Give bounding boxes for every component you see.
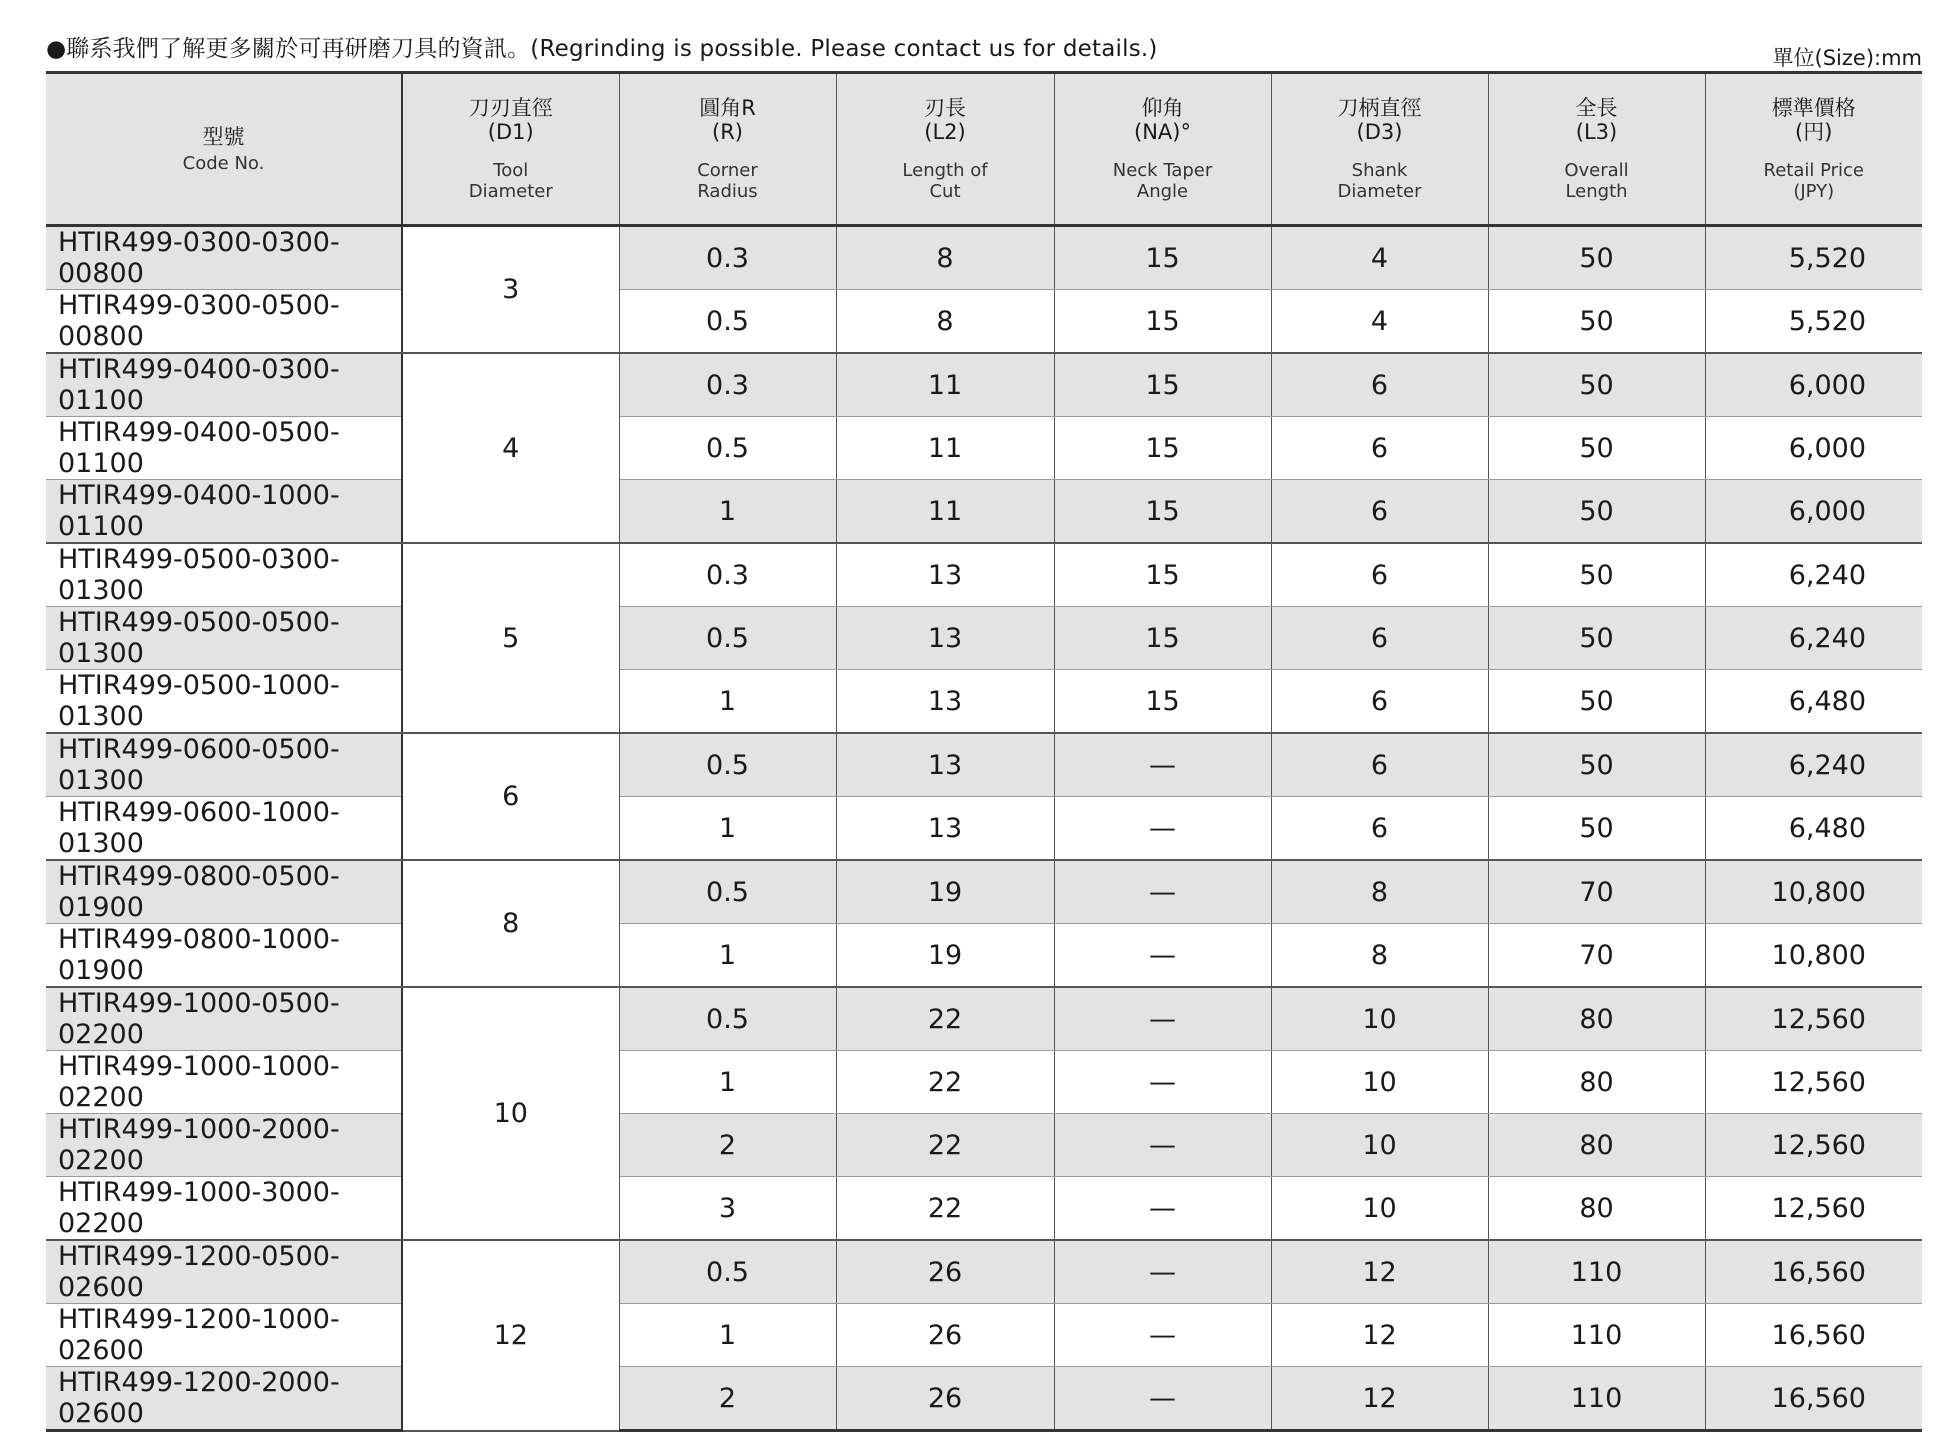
- table-row: [46, 607, 1922, 670]
- length-of-cut-cell: 22: [836, 1051, 1054, 1114]
- code-no-cell: HTIR499-1000-1000-02200: [46, 1051, 402, 1114]
- code-no-cell: HTIR499-0400-0500-01100: [46, 417, 402, 480]
- header-d3-symbol: (D3): [1356, 120, 1403, 144]
- retail-price-cell: 6,240: [1705, 733, 1922, 797]
- header-na-symbol: (NA)°: [1134, 120, 1191, 144]
- shank-diameter-cell: 6: [1271, 543, 1488, 607]
- header-d3-en1: Shank: [1351, 160, 1408, 181]
- header-d1-en2: Diameter: [468, 181, 553, 202]
- overall-length-cell: 50: [1488, 543, 1705, 607]
- overall-length-cell: 50: [1488, 607, 1705, 670]
- header-code-zh: 型號: [202, 124, 245, 149]
- neck-taper-angle-cell: —: [1054, 797, 1271, 861]
- shank-diameter-cell: 10: [1271, 1051, 1488, 1114]
- corner-radius-cell: 0.5: [619, 733, 836, 797]
- corner-radius-cell: 0.3: [619, 543, 836, 607]
- code-no-cell: HTIR499-0800-0500-01900: [46, 860, 402, 924]
- code-no-cell: HTIR499-1000-3000-02200: [46, 1177, 402, 1241]
- shank-diameter-cell: 8: [1271, 924, 1488, 988]
- code-no-cell: HTIR499-0400-1000-01100: [46, 480, 402, 544]
- length-of-cut-cell: 8: [836, 290, 1054, 354]
- shank-diameter-cell: 6: [1271, 353, 1488, 417]
- retail-price-cell: 6,240: [1705, 543, 1922, 607]
- code-no-cell: HTIR499-0300-0300-00800: [46, 226, 402, 290]
- code-no-cell: HTIR499-0600-1000-01300: [46, 797, 402, 861]
- corner-radius-cell: 0.5: [619, 987, 836, 1051]
- corner-radius-cell: 1: [619, 797, 836, 861]
- overall-length-cell: 80: [1488, 1114, 1705, 1177]
- table-row: [46, 797, 1922, 861]
- table-row: [46, 353, 1922, 417]
- table-row: [46, 733, 1922, 797]
- tool-diameter-cell: 5: [402, 543, 619, 733]
- header-l2-en1: Length of: [902, 160, 988, 181]
- length-of-cut-cell: 11: [836, 417, 1054, 480]
- overall-length-cell: 80: [1488, 1051, 1705, 1114]
- header-price-en1: Retail Price: [1763, 160, 1864, 181]
- header-r-en1: Corner: [697, 160, 758, 181]
- shank-diameter-cell: 4: [1271, 226, 1488, 290]
- table-row: [46, 1051, 1922, 1114]
- length-of-cut-cell: 22: [836, 1114, 1054, 1177]
- unit-label: 單位(Size):mm: [1772, 46, 1922, 70]
- header-d3-zh: 刀柄直徑: [1337, 96, 1422, 120]
- table-row: [46, 1177, 1922, 1241]
- overall-length-cell: 50: [1488, 417, 1705, 480]
- table-row: [46, 924, 1922, 988]
- header-code-en: Code No.: [182, 152, 265, 174]
- header-d1-en1: Tool: [493, 160, 529, 181]
- corner-radius-cell: 0.5: [619, 290, 836, 354]
- overall-length-cell: 50: [1488, 670, 1705, 734]
- header-l3-en1: Overall: [1564, 160, 1629, 181]
- neck-taper-angle-cell: —: [1054, 860, 1271, 924]
- retail-price-cell: 16,560: [1705, 1240, 1922, 1304]
- header-corner-radius: [619, 73, 836, 226]
- header-price-en2: (JPY): [1793, 181, 1835, 202]
- length-of-cut-cell: 13: [836, 543, 1054, 607]
- header-l2-symbol: (L2): [924, 120, 966, 144]
- neck-taper-angle-cell: —: [1054, 1114, 1271, 1177]
- shank-diameter-cell: 10: [1271, 1114, 1488, 1177]
- overall-length-cell: 50: [1488, 480, 1705, 544]
- tool-diameter-cell: 6: [402, 733, 619, 860]
- code-no-cell: HTIR499-0500-0500-01300: [46, 607, 402, 670]
- product-spec-table: [46, 71, 1922, 1432]
- overall-length-cell: 50: [1488, 290, 1705, 354]
- tool-diameter-cell: 8: [402, 860, 619, 987]
- header-shank-diameter: [1271, 73, 1488, 226]
- length-of-cut-cell: 22: [836, 987, 1054, 1051]
- shank-diameter-cell: 12: [1271, 1304, 1488, 1367]
- shank-diameter-cell: 12: [1271, 1367, 1488, 1431]
- overall-length-cell: 110: [1488, 1367, 1705, 1431]
- code-no-cell: HTIR499-0800-1000-01900: [46, 924, 402, 988]
- neck-taper-angle-cell: —: [1054, 1304, 1271, 1367]
- header-r-symbol: (R): [712, 120, 743, 144]
- shank-diameter-cell: 6: [1271, 607, 1488, 670]
- overall-length-cell: 50: [1488, 353, 1705, 417]
- shank-diameter-cell: 6: [1271, 480, 1488, 544]
- table-row: [46, 1367, 1922, 1431]
- header-code-no: [46, 73, 402, 226]
- tool-diameter-cell: 4: [402, 353, 619, 543]
- overall-length-cell: 50: [1488, 733, 1705, 797]
- header-retail-price: [1705, 73, 1922, 226]
- shank-diameter-cell: 10: [1271, 987, 1488, 1051]
- overall-length-cell: 110: [1488, 1240, 1705, 1304]
- retail-price-cell: 12,560: [1705, 1114, 1922, 1177]
- table-row: [46, 987, 1922, 1051]
- header-l2-en2: Cut: [929, 181, 961, 202]
- header-price-symbol: (円): [1795, 120, 1833, 144]
- neck-taper-angle-cell: —: [1054, 1240, 1271, 1304]
- header-na-zh: 仰角: [1141, 96, 1184, 120]
- shank-diameter-cell: 6: [1271, 733, 1488, 797]
- code-no-cell: HTIR499-0500-0300-01300: [46, 543, 402, 607]
- header-r-zh: 圓角R: [699, 96, 756, 120]
- shank-diameter-cell: 12: [1271, 1240, 1488, 1304]
- code-no-cell: HTIR499-1200-0500-02600: [46, 1240, 402, 1304]
- neck-taper-angle-cell: 15: [1054, 670, 1271, 734]
- length-of-cut-cell: 26: [836, 1240, 1054, 1304]
- table-header: [46, 73, 1922, 226]
- retail-price-cell: 5,520: [1705, 226, 1922, 290]
- neck-taper-angle-cell: —: [1054, 1177, 1271, 1241]
- retail-price-cell: 6,240: [1705, 607, 1922, 670]
- shank-diameter-cell: 6: [1271, 417, 1488, 480]
- corner-radius-cell: 1: [619, 670, 836, 734]
- code-no-cell: HTIR499-0500-1000-01300: [46, 670, 402, 734]
- length-of-cut-cell: 11: [836, 353, 1054, 417]
- table-body: [46, 226, 1922, 1431]
- shank-diameter-cell: 4: [1271, 290, 1488, 354]
- neck-taper-angle-cell: —: [1054, 1367, 1271, 1431]
- overall-length-cell: 50: [1488, 226, 1705, 290]
- header-d1-zh: 刀刃直徑: [468, 96, 553, 120]
- neck-taper-angle-cell: 15: [1054, 290, 1271, 354]
- overall-length-cell: 70: [1488, 860, 1705, 924]
- header-l3-symbol: (L3): [1575, 120, 1618, 144]
- length-of-cut-cell: 26: [836, 1367, 1054, 1431]
- neck-taper-angle-cell: 15: [1054, 607, 1271, 670]
- corner-radius-cell: 1: [619, 924, 836, 988]
- header-price-zh: 標準價格: [1771, 96, 1856, 120]
- neck-taper-angle-cell: 15: [1054, 353, 1271, 417]
- code-no-cell: HTIR499-1200-1000-02600: [46, 1304, 402, 1367]
- code-no-cell: HTIR499-1000-2000-02200: [46, 1114, 402, 1177]
- neck-taper-angle-cell: 15: [1054, 480, 1271, 544]
- length-of-cut-cell: 8: [836, 226, 1054, 290]
- overall-length-cell: 110: [1488, 1304, 1705, 1367]
- length-of-cut-cell: 13: [836, 733, 1054, 797]
- corner-radius-cell: 0.5: [619, 1240, 836, 1304]
- header-d1-symbol: (D1): [487, 120, 534, 144]
- length-of-cut-cell: 19: [836, 924, 1054, 988]
- retail-price-cell: 10,800: [1705, 860, 1922, 924]
- table-row: [46, 417, 1922, 480]
- neck-taper-angle-cell: 15: [1054, 543, 1271, 607]
- retail-price-cell: 12,560: [1705, 1177, 1922, 1241]
- code-no-cell: HTIR499-1200-2000-02600: [46, 1367, 402, 1431]
- code-no-cell: HTIR499-0400-0300-01100: [46, 353, 402, 417]
- shank-diameter-cell: 10: [1271, 1177, 1488, 1241]
- table-row: [46, 1114, 1922, 1177]
- length-of-cut-cell: 11: [836, 480, 1054, 544]
- tool-diameter-cell: 10: [402, 987, 619, 1240]
- neck-taper-angle-cell: 15: [1054, 226, 1271, 290]
- header-tool-diameter: [402, 73, 619, 226]
- table-row: [46, 670, 1922, 734]
- header-na-en2: Angle: [1136, 181, 1189, 202]
- table-row: [46, 480, 1922, 544]
- corner-radius-cell: 1: [619, 1304, 836, 1367]
- retail-price-cell: 6,480: [1705, 797, 1922, 861]
- retail-price-cell: 12,560: [1705, 1051, 1922, 1114]
- corner-radius-cell: 0.5: [619, 417, 836, 480]
- table-row: [46, 1240, 1922, 1304]
- shank-diameter-cell: 6: [1271, 797, 1488, 861]
- corner-radius-cell: 0.5: [619, 607, 836, 670]
- header-na-en1: Neck Taper: [1112, 160, 1213, 181]
- corner-radius-cell: 0.5: [619, 860, 836, 924]
- length-of-cut-cell: 19: [836, 860, 1054, 924]
- length-of-cut-cell: 22: [836, 1177, 1054, 1241]
- neck-taper-angle-cell: —: [1054, 987, 1271, 1051]
- code-no-cell: HTIR499-0600-0500-01300: [46, 733, 402, 797]
- neck-taper-angle-cell: —: [1054, 733, 1271, 797]
- regrinding-note: ●聯系我們了解更多關於可再研磨刀具的資訊。(Regrinding is possible. Please contact us for details.): [46, 36, 1158, 62]
- table-row: [46, 543, 1922, 607]
- table-row: [46, 226, 1922, 290]
- retail-price-cell: 5,520: [1705, 290, 1922, 354]
- overall-length-cell: 70: [1488, 924, 1705, 988]
- length-of-cut-cell: 13: [836, 670, 1054, 734]
- tool-diameter-cell: 12: [402, 1240, 619, 1431]
- corner-radius-cell: 0.3: [619, 226, 836, 290]
- table-row: [46, 290, 1922, 354]
- header-l2-zh: 刃長: [924, 96, 966, 120]
- overall-length-cell: 80: [1488, 987, 1705, 1051]
- header-r-en2: Radius: [697, 181, 758, 202]
- neck-taper-angle-cell: —: [1054, 924, 1271, 988]
- overall-length-cell: 50: [1488, 797, 1705, 861]
- table-row: [46, 1304, 1922, 1367]
- header-l3-en2: Length: [1565, 181, 1628, 202]
- corner-radius-cell: 1: [619, 1051, 836, 1114]
- retail-price-cell: 10,800: [1705, 924, 1922, 988]
- corner-radius-cell: 1: [619, 480, 836, 544]
- table-row: [46, 860, 1922, 924]
- shank-diameter-cell: 8: [1271, 860, 1488, 924]
- tool-diameter-cell: 3: [402, 226, 619, 354]
- overall-length-cell: 80: [1488, 1177, 1705, 1241]
- length-of-cut-cell: 13: [836, 797, 1054, 861]
- retail-price-cell: 16,560: [1705, 1367, 1922, 1431]
- retail-price-cell: 6,000: [1705, 417, 1922, 480]
- header-row: [46, 73, 1922, 226]
- header-l3-zh: 全長: [1575, 96, 1618, 120]
- header-d3-en2: Diameter: [1337, 181, 1422, 202]
- length-of-cut-cell: 26: [836, 1304, 1054, 1367]
- length-of-cut-cell: 13: [836, 607, 1054, 670]
- header-length-of-cut: [836, 73, 1054, 226]
- corner-radius-cell: 0.3: [619, 353, 836, 417]
- header-overall-length: [1488, 73, 1705, 226]
- header-neck-taper-angle: [1054, 73, 1271, 226]
- neck-taper-angle-cell: —: [1054, 1051, 1271, 1114]
- retail-price-cell: 6,480: [1705, 670, 1922, 734]
- corner-radius-cell: 3: [619, 1177, 836, 1241]
- shank-diameter-cell: 6: [1271, 670, 1488, 734]
- retail-price-cell: 6,000: [1705, 480, 1922, 544]
- corner-radius-cell: 2: [619, 1367, 836, 1431]
- retail-price-cell: 12,560: [1705, 987, 1922, 1051]
- neck-taper-angle-cell: 15: [1054, 417, 1271, 480]
- retail-price-cell: 6,000: [1705, 353, 1922, 417]
- corner-radius-cell: 2: [619, 1114, 836, 1177]
- code-no-cell: HTIR499-0300-0500-00800: [46, 290, 402, 354]
- code-no-cell: HTIR499-1000-0500-02200: [46, 987, 402, 1051]
- retail-price-cell: 16,560: [1705, 1304, 1922, 1367]
